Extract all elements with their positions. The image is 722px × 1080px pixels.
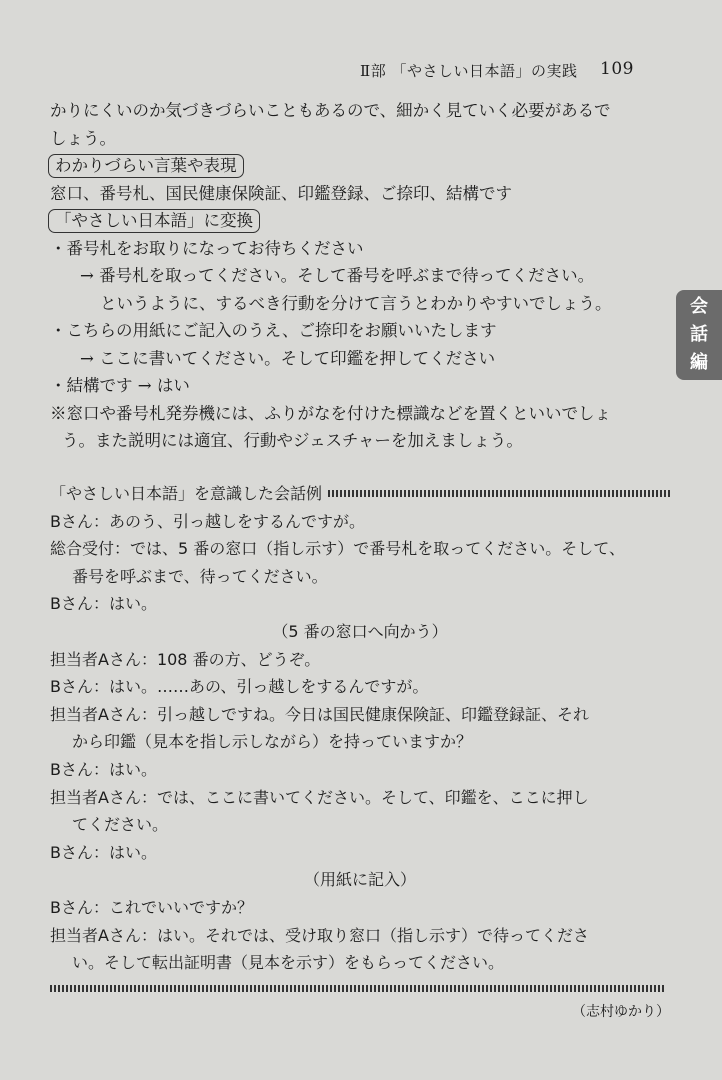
difficult-expressions-label: わかりづらい言葉や表現 (48, 154, 244, 178)
stage-direction: （用紙に記入） (303, 870, 416, 890)
dotted-rule (328, 490, 670, 497)
example-item: → ここに書いてください。そして印鑑を押してください (80, 348, 496, 368)
dialogue-line: Bさん：はい。……あの、引っ越しをするんですが。 (50, 677, 429, 697)
dialogue-line: Bさん：あのう、引っ越しをするんですが。 (50, 511, 365, 531)
dialogue-line: 総合受付：では、5 番の窓口（指し示す）で番号札を取ってください。そして、 (50, 539, 625, 559)
example-item: → 番号札を取ってください。そして番号を呼ぶまで待ってください。 (80, 266, 595, 285)
dotted-rule-bottom (50, 985, 664, 992)
note-line: ※窓口や番号札発券機には、ふりがなを付けた標識などを置くといいでしょ (50, 403, 611, 423)
side-tab-char: 話 (690, 324, 708, 345)
side-tab-char: 会 (690, 296, 708, 317)
conversation-title-row (50, 480, 670, 508)
example-item: ・結構です → はい (50, 376, 190, 395)
example-item: ・こちらの用紙にご記入のうえ、ご捺印をお願いいたします (50, 321, 497, 340)
conversion-label: 「やさしい日本語」に変換 (48, 209, 260, 233)
section-side-tab (676, 290, 722, 380)
dialogue-line: 担当者Aさん：はい。それでは、受け取り窓口（指し示す）で待ってくださ (50, 925, 589, 945)
dialogue-line: い。そして転出証明書（見本を示す）をもらってください。 (72, 953, 505, 973)
dialogue-line: 担当者Aさん：引っ越しですね。今日は国民健康保険証、印鑑登録証、それ (50, 704, 589, 724)
dialogue-line: Bさん：はい。 (50, 759, 157, 779)
main-text (50, 97, 670, 455)
dialogue-line: Bさん：はい。 (50, 594, 157, 614)
intro-line: しょう。 (50, 128, 116, 148)
dialogue-line: 担当者Aさん：では、ここに書いてください。そして、印鑑を、ここに押し (50, 787, 589, 807)
intro-line: かりにくいのか気づきづらいこともあるので、細かく見ていく必要があるで (50, 101, 611, 120)
running-header (360, 60, 660, 81)
author-credit: （志村ゆかり） (572, 1004, 670, 1020)
dialogue-line: Bさん：これでいいですか？ (50, 897, 253, 917)
side-tab-char: 編 (690, 352, 708, 373)
conversation-title: 「やさしい日本語」を意識した会話例 (50, 484, 323, 503)
dialogue-line: てください。 (72, 815, 169, 835)
example-item: というように、するべき行動を分けて言うとわかりやすいでしょう。 (100, 293, 612, 313)
page-number: 109 (600, 59, 634, 79)
dialogue-line: Bさん：はい。 (50, 842, 157, 862)
dialogue-line: から印鑑（見本を指し示しながら）を持っていますか？ (72, 732, 473, 752)
conversation-example (50, 480, 670, 992)
example-item: ・番号札をお取りになってお待ちください (50, 238, 364, 258)
dialogue-line: 番号を呼ぶまで、待ってください。 (72, 566, 328, 586)
stage-direction: （5 番の窓口へ向かう） (272, 621, 448, 641)
note-line: う。また説明には適宜、行動やジェスチャーを加えましょう。 (62, 431, 523, 450)
running-title: Ⅱ部 「やさしい日本語」の実践 (360, 62, 578, 80)
difficult-expressions-list: 窓口、番号札、国民健康保険証、印鑑登録、ご捺印、結構です (50, 183, 512, 203)
dialogue-line: 担当者Aさん：108 番の方、どうぞ。 (50, 649, 321, 669)
